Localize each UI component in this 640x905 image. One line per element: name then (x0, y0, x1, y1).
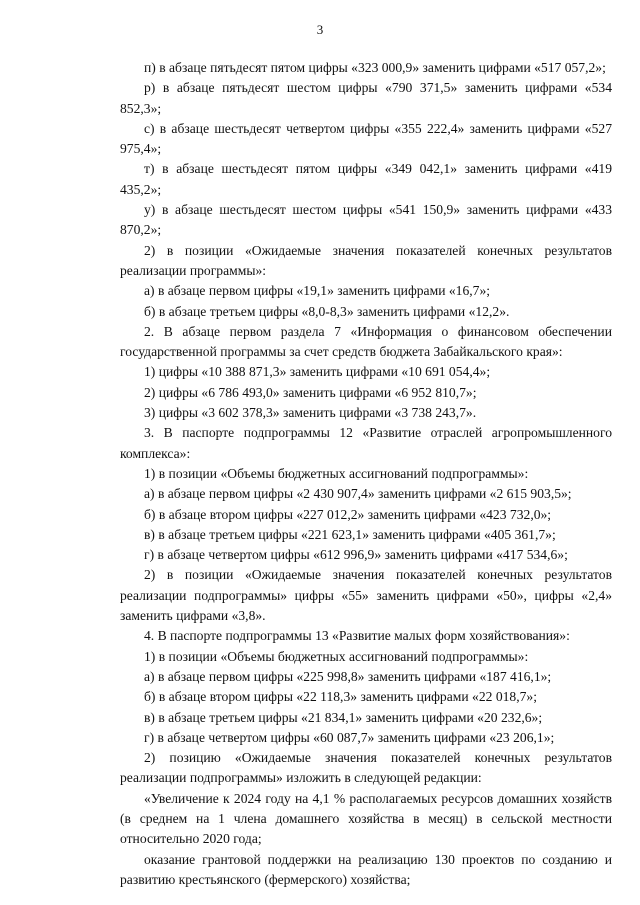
paragraph: 2) цифры «6 786 493,0» заменить цифрами «6 952 810,7»; (144, 384, 477, 400)
paragraph: б) в абзаце втором цифры «227 012,2» заменить цифрами «423 732,0»; (144, 506, 552, 522)
paragraph: р) в абзаце пятьдесят шестом цифры «790 371,5» заменить цифрами «534 852,3»; (120, 80, 612, 116)
paragraph: 2) позицию «Ожидаемые значения показателей конечных результатов реализации подпрограммы» изложить в следующей редакции: (120, 750, 612, 786)
paragraph: 3) цифры «3 602 378,3» заменить цифрами «3 738 243,7». (144, 405, 477, 421)
paragraph: с) в абзаце шестьдесят четвертом цифры «355 222,4» заменить цифрами «527 975,4»; (120, 120, 612, 157)
paragraph: а) в абзаце первом цифры «19,1» заменить цифрами «16,7»; (144, 283, 491, 299)
paragraph: а) в абзаце первом цифры «2 430 907,4» заменить цифрами «2 615 903,5»; (144, 486, 572, 502)
paragraph: а) в абзаце первом цифры «225 998,8» заменить цифрами «187 416,1»; (144, 668, 552, 684)
page-number: 3 (316, 22, 324, 37)
paragraph: в) в абзаце третьем цифры «21 834,1» заменить цифрами «20 232,6»; (144, 709, 543, 725)
document-body (120, 58, 612, 890)
paragraph: оказание грантовой поддержки на реализацию 130 проектов по созданию и развитию крестьянского (фермерского) хозяйства; (120, 851, 612, 887)
paragraph: 2) в позиции «Ожидаемые значения показателей конечных результатов реализации подпрограммы» цифры «55» заменить цифрами «50», цифры «2,4» заменить цифрами «3,8». (120, 567, 612, 624)
paragraph: 1) цифры «10 388 871,3» заменить цифрами «10 691 054,4»; (144, 364, 491, 380)
paragraph: п) в абзаце пятьдесят пятом цифры «323 000,9» заменить цифрами «517 057,2»; (144, 60, 606, 75)
paragraph: 1) в позиции «Объемы бюджетных ассигнований подпрограммы»: (144, 465, 529, 481)
paragraph: г) в абзаце четвертом цифры «60 087,7» заменить цифрами «23 206,1»; (144, 729, 555, 745)
paragraph: б) в абзаце втором цифры «22 118,3» заменить цифрами «22 018,7»; (144, 689, 537, 705)
paragraph: в) в абзаце третьем цифры «221 623,1» заменить цифрами «405 361,7»; (144, 526, 556, 542)
paragraph: 1) в позиции «Объемы бюджетных ассигнований подпрограммы»: (144, 648, 529, 664)
paragraph: б) в абзаце третьем цифры «8,0-8,3» заменить цифрами «12,2». (144, 303, 510, 319)
paragraph: т) в абзаце шестьдесят пятом цифры «349 042,1» заменить цифрами «419 435,2»; (120, 161, 612, 197)
paragraph: у) в абзаце шестьдесят шестом цифры «541 150,9» заменить цифрами «433 870,2»; (120, 202, 612, 238)
paragraph: 3. В паспорте подпрограммы 12 «Развитие отраслей агропромышленного комплекса»: (120, 425, 612, 461)
paragraph: 4. В паспорте подпрограммы 13 «Развитие малых форм хозяйствования»: (144, 628, 570, 644)
paragraph: 2. В абзаце первом раздела 7 «Информация о финансовом обеспечении государственной программы за счет средств бюджета Забайкальского края»: (120, 323, 612, 360)
paragraph: «Увеличение к 2024 году на 4,1 % располагаемых ресурсов домашних хозяйств (в среднем на 1 члена домашнего хозяйства в месяц) в сельской местности относительно 2020 года; (120, 790, 612, 847)
paragraph: г) в абзаце четвертом цифры «612 996,9» заменить цифрами «417 534,6»; (144, 547, 568, 563)
paragraph: 2) в позиции «Ожидаемые значения показателей конечных результатов реализации программы»: (120, 242, 612, 278)
